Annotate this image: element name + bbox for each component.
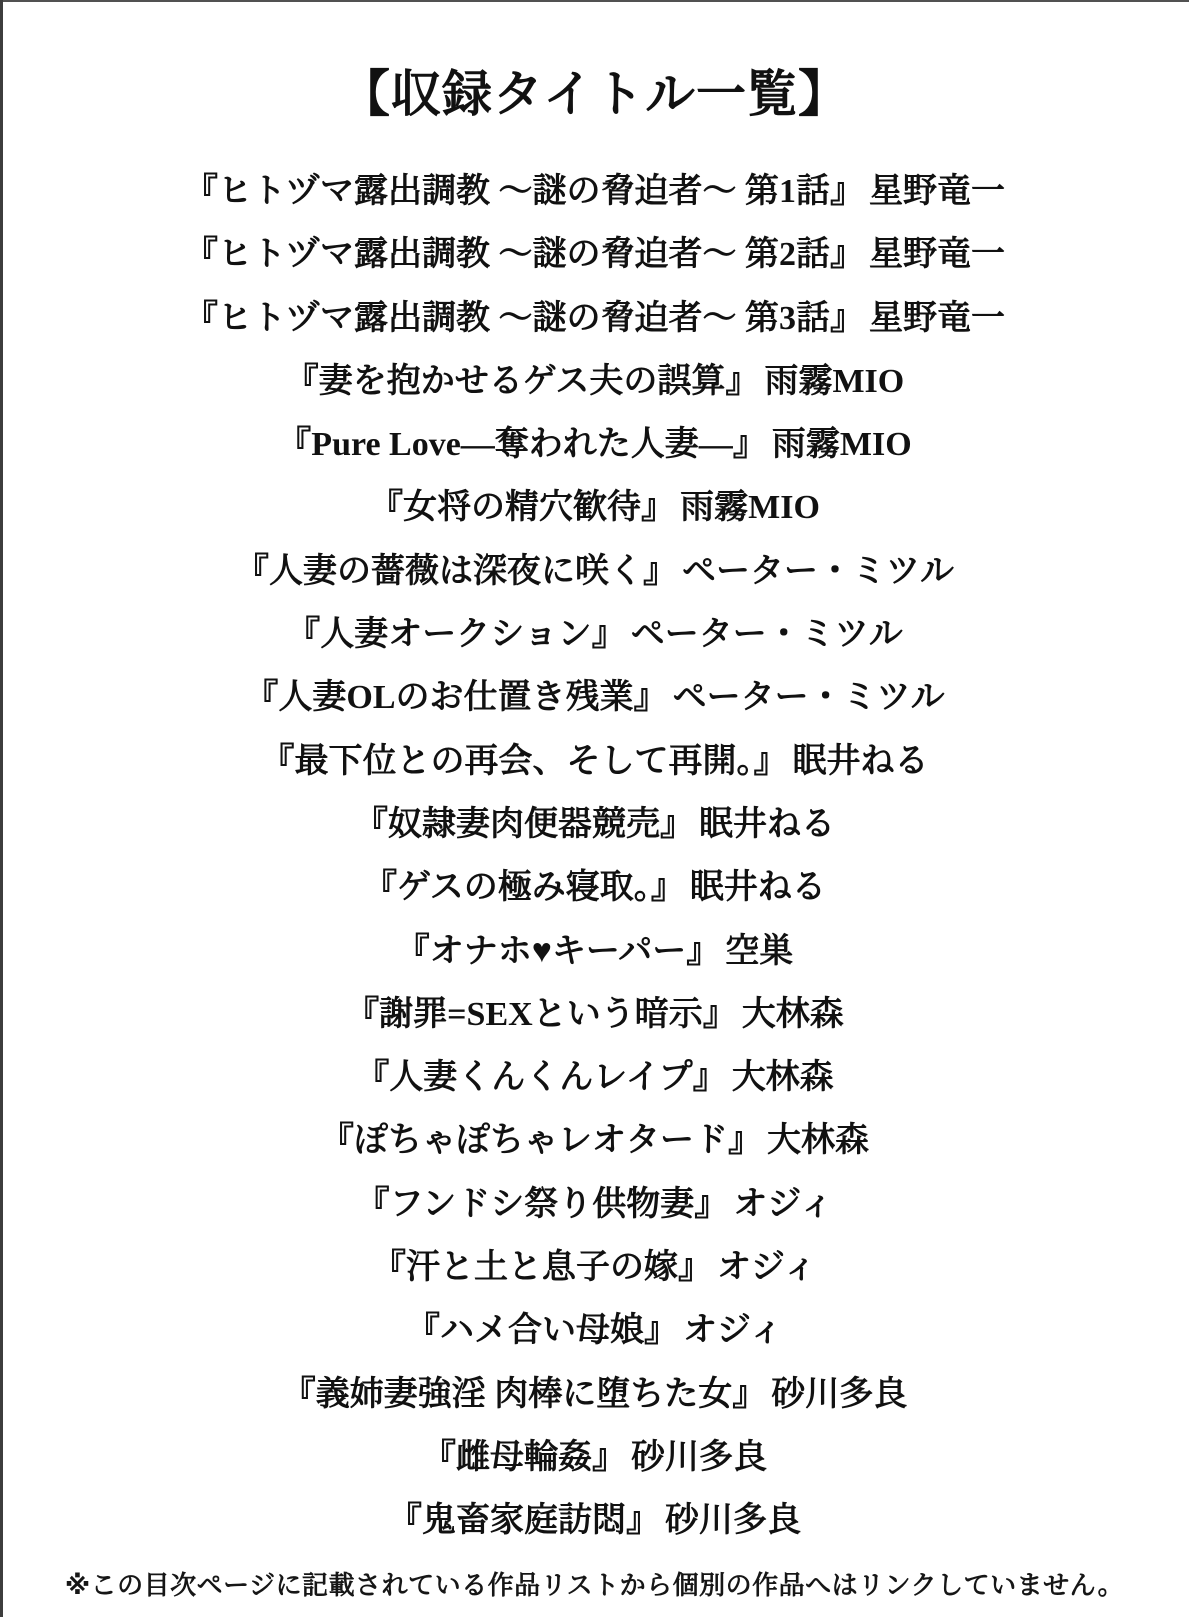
entry-title: 『奴隷妻肉便器競売』: [353, 805, 694, 843]
toc-entry: [0, 1363, 1189, 1426]
entry-title: 『最下位との再会、そして再開。』: [260, 742, 788, 780]
toc-entry: [0, 1489, 1189, 1552]
entry-title: 『人妻くんくんレイプ』: [355, 1059, 727, 1097]
entry-title: 『鬼畜家庭訪悶』: [387, 1502, 660, 1540]
entry-author: 空巣: [725, 932, 794, 970]
entry-author: 砂川多良: [631, 1438, 768, 1476]
entry-author: ペーター・ミツル: [630, 616, 903, 654]
toc-list: [0, 160, 1189, 1553]
toc-entry: [0, 1426, 1189, 1489]
toc-entry: [0, 476, 1189, 539]
toc-entry: [0, 223, 1189, 286]
toc-entry: [0, 1109, 1189, 1172]
entry-author: 星野竜一: [869, 236, 1006, 274]
entry-title: 『ヒトヅマ露出調教 〜謎の脅迫者〜 第3話』: [183, 299, 864, 337]
entry-author: 砂川多良: [665, 1502, 802, 1540]
entry-title: 『人妻オークション』: [286, 616, 626, 654]
entry-author: 星野竜一: [869, 299, 1006, 337]
toc-entry: [0, 856, 1189, 919]
toc-entry: [0, 1173, 1189, 1236]
toc-entry: [0, 1236, 1189, 1299]
entry-title: 『雌母輪姦』: [421, 1438, 626, 1476]
toc-entry: [0, 920, 1189, 983]
entry-title: 『女将の精穴歓待』: [369, 489, 676, 527]
toc-entry: [0, 1046, 1189, 1109]
toc-entry: [0, 666, 1189, 729]
entry-title: 『義姉妻強淫 肉棒に堕ちた女』: [281, 1375, 767, 1413]
entry-title: 『Pure Love―奪われた人妻―』: [277, 426, 767, 464]
entry-title: 『オナホ♥キーパー』: [395, 932, 721, 970]
toc-entry: [0, 287, 1189, 350]
entry-author: 雨霧MIO: [771, 426, 912, 464]
toc-entry: [0, 603, 1189, 666]
toc-entry: [0, 540, 1189, 603]
left-edge-border: [0, 0, 3, 1617]
entry-title: 『汗と土と息子の嫁』: [371, 1249, 712, 1287]
entry-author: 大林森: [731, 1059, 834, 1097]
entry-author: オジィ: [683, 1312, 784, 1350]
entry-title: 『ヒトヅマ露出調教 〜謎の脅迫者〜 第1話』: [183, 173, 864, 210]
entry-title: 『人妻OLのお仕置き残業』: [244, 679, 668, 717]
entry-author: 大林森: [741, 995, 844, 1033]
toc-entry: [0, 983, 1189, 1046]
toc-entry: [0, 793, 1189, 856]
entry-title: 『フンドシ祭り供物妻』: [355, 1185, 729, 1223]
page-title: 【収録タイトル一覧】: [340, 66, 849, 122]
toc-entry: [0, 1299, 1189, 1362]
entry-author: ペーター・ミツル: [682, 552, 955, 590]
entry-author: 星野竜一: [869, 173, 1006, 210]
toc-entry: [0, 350, 1189, 413]
entry-title: 『ヒトヅマ露出調教 〜謎の脅迫者〜 第2話』: [183, 236, 864, 274]
entry-title: 『謝罪=SEXという暗示』: [345, 995, 737, 1033]
entry-author: 眠井ねる: [792, 742, 929, 780]
entry-author: 砂川多良: [771, 1375, 908, 1413]
entry-title: 『ゲスの極み寝取。』: [363, 869, 685, 907]
entry-author: 眠井ねる: [699, 805, 836, 843]
entry-title: 『人妻の薔薇は深夜に咲く』: [234, 552, 677, 590]
entry-title: 『ハメ合い母娘』: [405, 1312, 678, 1350]
entry-author: 雨霧MIO: [764, 362, 905, 400]
entry-author: 大林森: [767, 1122, 870, 1160]
toc-entry: [0, 413, 1189, 476]
entry-author: ペーター・ミツル: [672, 679, 945, 717]
entry-title: 『ぽちゃぽちゃレオタード』: [319, 1122, 762, 1160]
entry-author: 雨霧MIO: [680, 489, 820, 527]
top-edge-border: [0, 0, 1189, 2]
footer-note: ※この目次ページに記載されている作品リストから個別の作品へはリンクしていません。: [64, 1569, 1125, 1600]
entry-author: 眠井ねる: [689, 869, 826, 907]
entry-author: オジィ: [717, 1249, 818, 1287]
toc-entry: [0, 730, 1189, 793]
entry-title: 『妻を抱かせるゲス夫の誤算』: [284, 362, 760, 400]
toc-entry: [0, 160, 1189, 223]
entry-author: オジィ: [733, 1185, 834, 1223]
